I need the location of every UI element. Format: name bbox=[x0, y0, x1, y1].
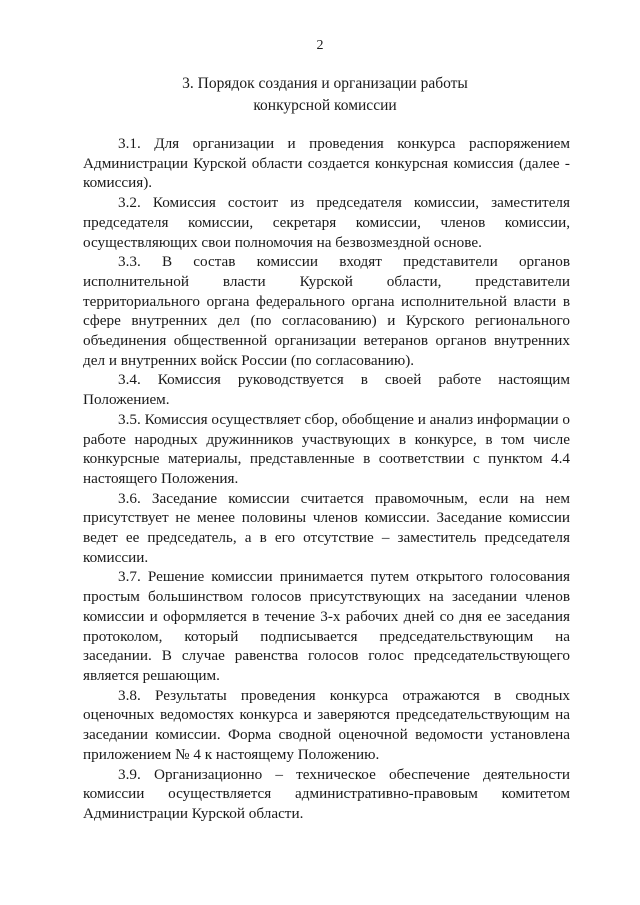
paragraph-3-5: 3.5. Комиссия осуществляет сбор, обобщение и анализ информации о работе народных дружинников участвующих в конкурсе, в том числе конкурсные материалы, представленные в соответствии с пунктом 4.4 настоящего Положения. bbox=[83, 410, 570, 487]
paragraph-3-1: 3.1. Для организации и проведения конкурса распоряжением Администрации Курской области создается конкурсная комиссия (далее - комиссия). bbox=[83, 135, 570, 192]
paragraph-3-7: 3.7. Решение комиссии принимается путем открытого голосования простым большинством голосов присутствующих на заседании членов комиссии и оформляется в течение 3-х рабочих дней со дня ее заседания протоколом, который подписывается председательствующим на заседании. В случае равенства голосов голос председательствующего является решающим. bbox=[83, 568, 570, 684]
page-number: 2 bbox=[316, 38, 324, 53]
document-body bbox=[83, 134, 570, 824]
paragraph-3-3: 3.3. В состав комиссии входят представители органов исполнительной власти Курской области, представители территориального органа федерального органа исполнительной власти в сфере внутренних дел (по согласованию) и Курского регионального объединения общественной организации ветеранов органов внутренних дел и внутренних войск России (по согласованию). bbox=[83, 253, 570, 369]
section-title-line-1: 3. Порядок создания и организации работы bbox=[182, 75, 468, 92]
paragraph-3-9: 3.9. Организационно – техническое обеспечение деятельности комиссии осуществляется административно-правовым комитетом Администрации Курской области. bbox=[83, 765, 570, 822]
section-heading bbox=[80, 73, 570, 117]
paragraph-3-4: 3.4. Комиссия руководствуется в своей работе настоящим Положением. bbox=[83, 371, 570, 409]
paragraph-3-6: 3.6. Заседание комиссии считается правомочным, если на нем присутствует не менее половины членов комиссии. Заседание комиссии ведет ее председатель, а в его отсутствие – заместитель председателя комиссии. bbox=[83, 489, 570, 566]
paragraph-3-2: 3.2. Комиссия состоит из председателя комиссии, заместителя председателя комиссии, секретаря комиссии, членов комиссии, осуществляющих свои полномочия на безвозмездной основе. bbox=[83, 194, 570, 251]
paragraph-3-8: 3.8. Результаты проведения конкурса отражаются в сводных оценочных ведомостях конкурса и заверяются председательствующим на заседании комиссии. Форма сводной оценочной ведомости установлена приложением № 4 к настоящему Положению. bbox=[83, 686, 570, 763]
section-title-line-2: конкурсной комиссии bbox=[253, 97, 397, 114]
